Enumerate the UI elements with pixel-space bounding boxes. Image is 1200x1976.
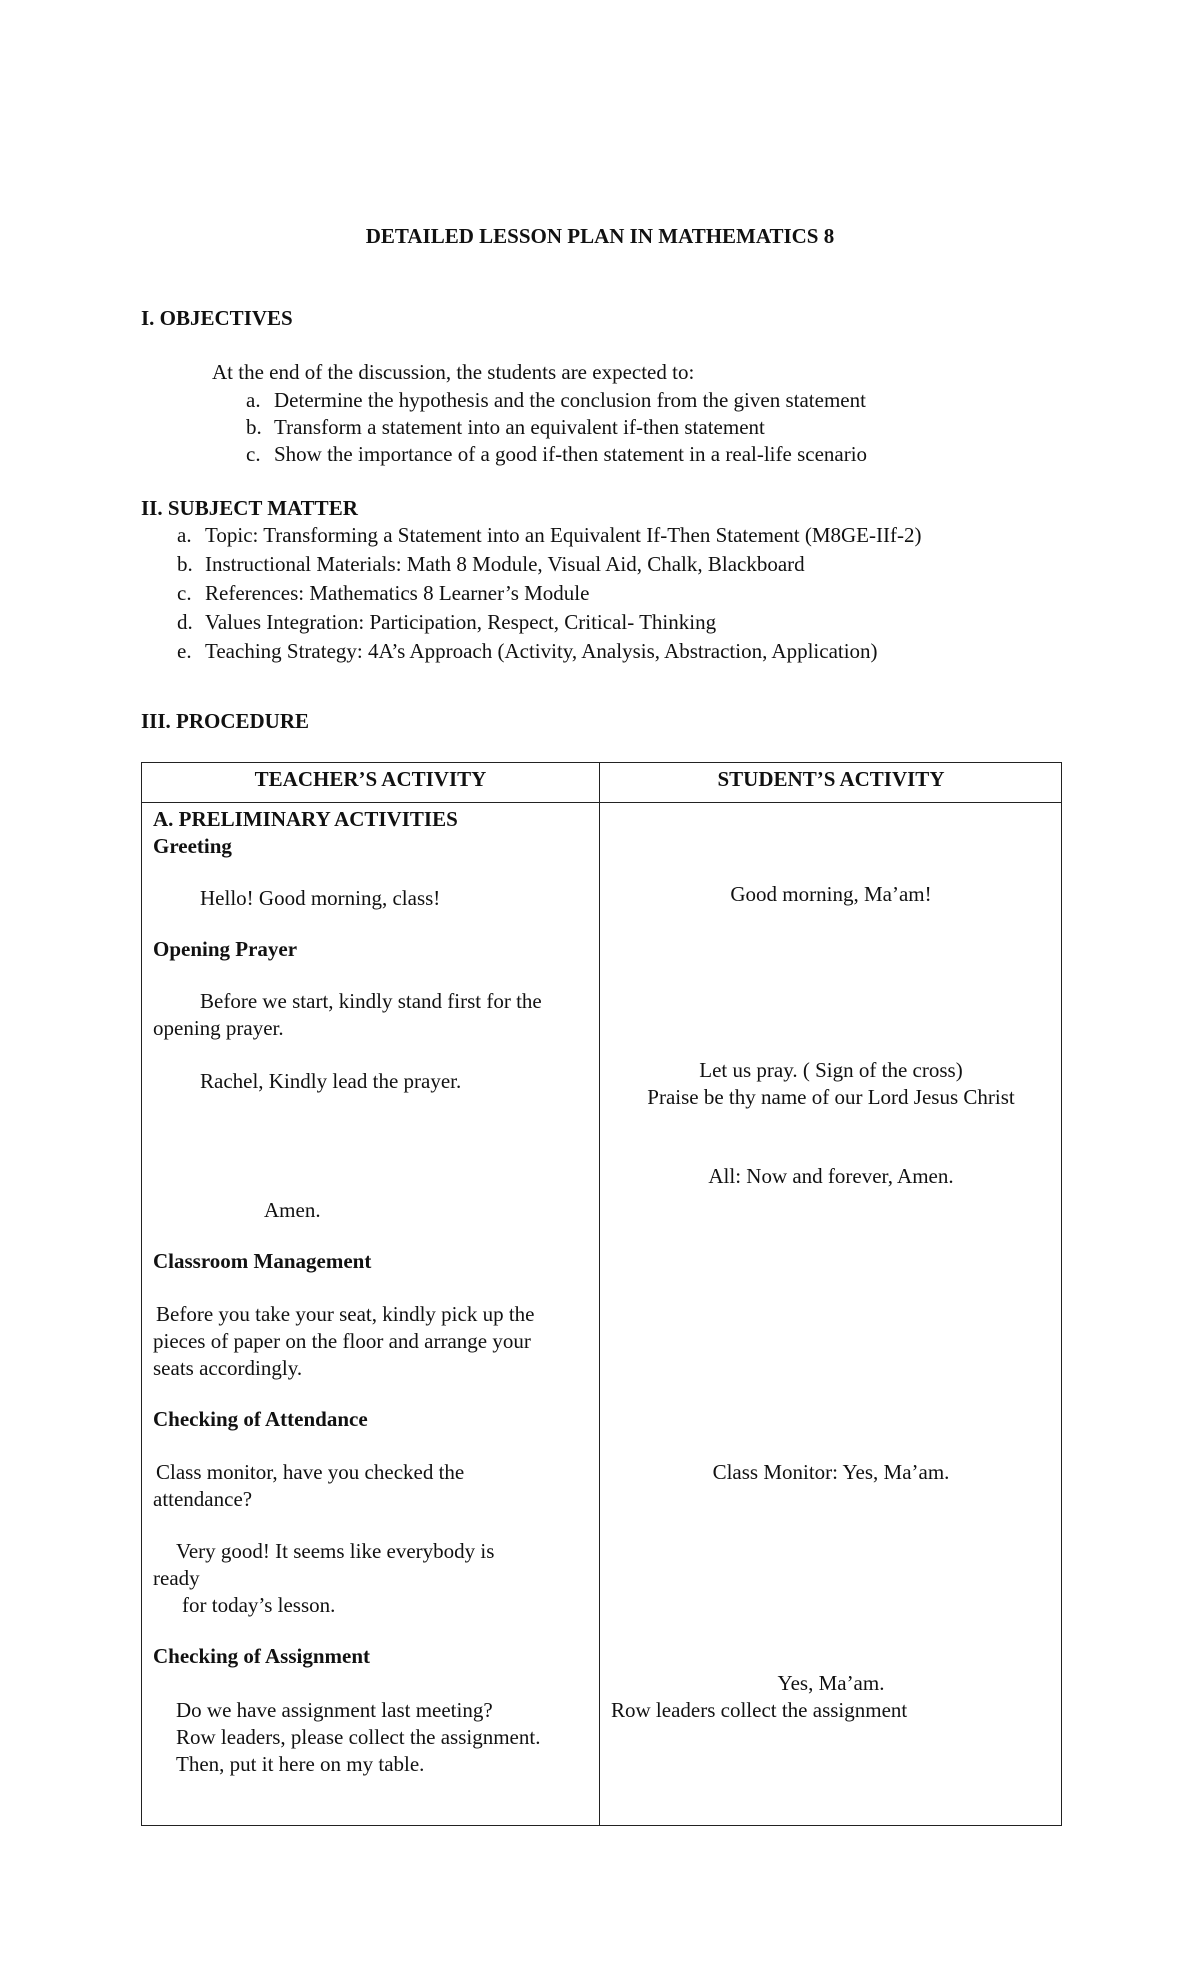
teacher-prayer-line: opening prayer.: [153, 1016, 284, 1040]
student-collect-response: Row leaders collect the assignment: [611, 1698, 908, 1722]
objective-label: c.: [246, 442, 261, 466]
teacher-greeting: Hello! Good morning, class!: [200, 886, 441, 910]
teacher-management-line: pieces of paper on the floor and arrange your: [153, 1329, 531, 1353]
subject-label: b.: [177, 552, 193, 576]
objective-text: Show the importance of a good if-then statement in a real-life scenario: [274, 442, 868, 466]
subject-item: [177, 551, 805, 578]
subject-label: c.: [177, 581, 192, 605]
subject-text: Instructional Materials: Math 8 Module, Visual Aid, Chalk, Blackboard: [205, 552, 805, 576]
subject-text: References: Mathematics 8 Learner’s Module: [205, 581, 590, 605]
teacher-assignment-line: Then, put it here on my table.: [176, 1752, 425, 1776]
header-divider: [142, 802, 1061, 803]
teacher-ready-line: Very good! It seems like everybody is: [176, 1539, 495, 1563]
objectives-heading: I. OBJECTIVES: [141, 306, 293, 330]
subject-text: Values Integration: Participation, Respect, Critical- Thinking: [205, 610, 717, 634]
student-greeting: Good morning, Ma’am!: [730, 882, 932, 906]
teacher-assignment-line: Do we have assignment last meeting?: [176, 1698, 493, 1722]
objective-text: Determine the hypothesis and the conclusion from the given statement: [274, 388, 866, 412]
student-monitor-response: Class Monitor: Yes, Ma’am.: [712, 1460, 950, 1484]
classroom-management-heading: Classroom Management: [153, 1249, 372, 1273]
objective-label: b.: [246, 415, 262, 439]
procedure-table: [141, 762, 1062, 1826]
subject-item: [177, 638, 878, 665]
greeting-heading: Greeting: [153, 834, 232, 858]
subject-text: Teaching Strategy: 4A’s Approach (Activity, Analysis, Abstraction, Application): [205, 639, 878, 663]
teacher-attendance-line: attendance?: [153, 1487, 253, 1511]
checking-attendance-heading: Checking of Attendance: [153, 1407, 368, 1431]
student-prayer-line: Praise be thy name of our Lord Jesus Christ: [647, 1085, 1015, 1109]
teacher-management-line: Before you take your seat, kindly pick up the: [156, 1302, 535, 1326]
student-prayer-line: Let us pray. ( Sign of the cross): [699, 1058, 963, 1082]
checking-assignment-heading: Checking of Assignment: [153, 1644, 371, 1668]
teacher-ready-line: for today’s lesson.: [182, 1593, 336, 1617]
subject-label: e.: [177, 639, 192, 663]
subject-item: [177, 609, 716, 636]
opening-prayer-heading: Opening Prayer: [153, 937, 298, 961]
teacher-activity-header: TEACHER’S ACTIVITY: [254, 767, 487, 791]
subject-text: Topic: Transforming a Statement into an Equivalent If-Then Statement (M8GE-IIf-2): [205, 523, 922, 547]
column-divider: [599, 763, 600, 1825]
teacher-prayer-line: Before we start, kindly stand first for the: [200, 989, 542, 1013]
subject-item: [177, 522, 921, 549]
subject-label: a.: [177, 523, 192, 547]
objective-item: [246, 414, 765, 441]
student-yes-response: Yes, Ma’am.: [777, 1671, 885, 1695]
objectives-intro: At the end of the discussion, the students are expected to:: [212, 360, 695, 384]
subject-matter-heading: II. SUBJECT MATTER: [141, 496, 358, 520]
teacher-ready-line: ready: [153, 1566, 200, 1590]
preliminary-activities-heading: A. PRELIMINARY ACTIVITIES: [153, 807, 458, 831]
objective-item: [246, 387, 866, 414]
procedure-heading: III. PROCEDURE: [141, 709, 310, 733]
subject-label: d.: [177, 610, 193, 634]
teacher-prayer-line: Rachel, Kindly lead the prayer.: [200, 1069, 462, 1093]
objective-label: a.: [246, 388, 261, 412]
teacher-attendance-line: Class monitor, have you checked the: [156, 1460, 465, 1484]
student-activity-header: STUDENT’S ACTIVITY: [717, 767, 945, 791]
subject-item: [177, 580, 589, 607]
objective-item: [246, 441, 867, 468]
objective-text: Transform a statement into an equivalent if-then statement: [274, 415, 765, 439]
student-all-response: All: Now and forever, Amen.: [708, 1164, 954, 1188]
document-title: DETAILED LESSON PLAN IN MATHEMATICS 8: [365, 224, 835, 248]
teacher-amen: Amen.: [264, 1198, 321, 1222]
teacher-management-line: seats accordingly.: [153, 1356, 303, 1380]
teacher-assignment-line: Row leaders, please collect the assignment.: [176, 1725, 541, 1749]
